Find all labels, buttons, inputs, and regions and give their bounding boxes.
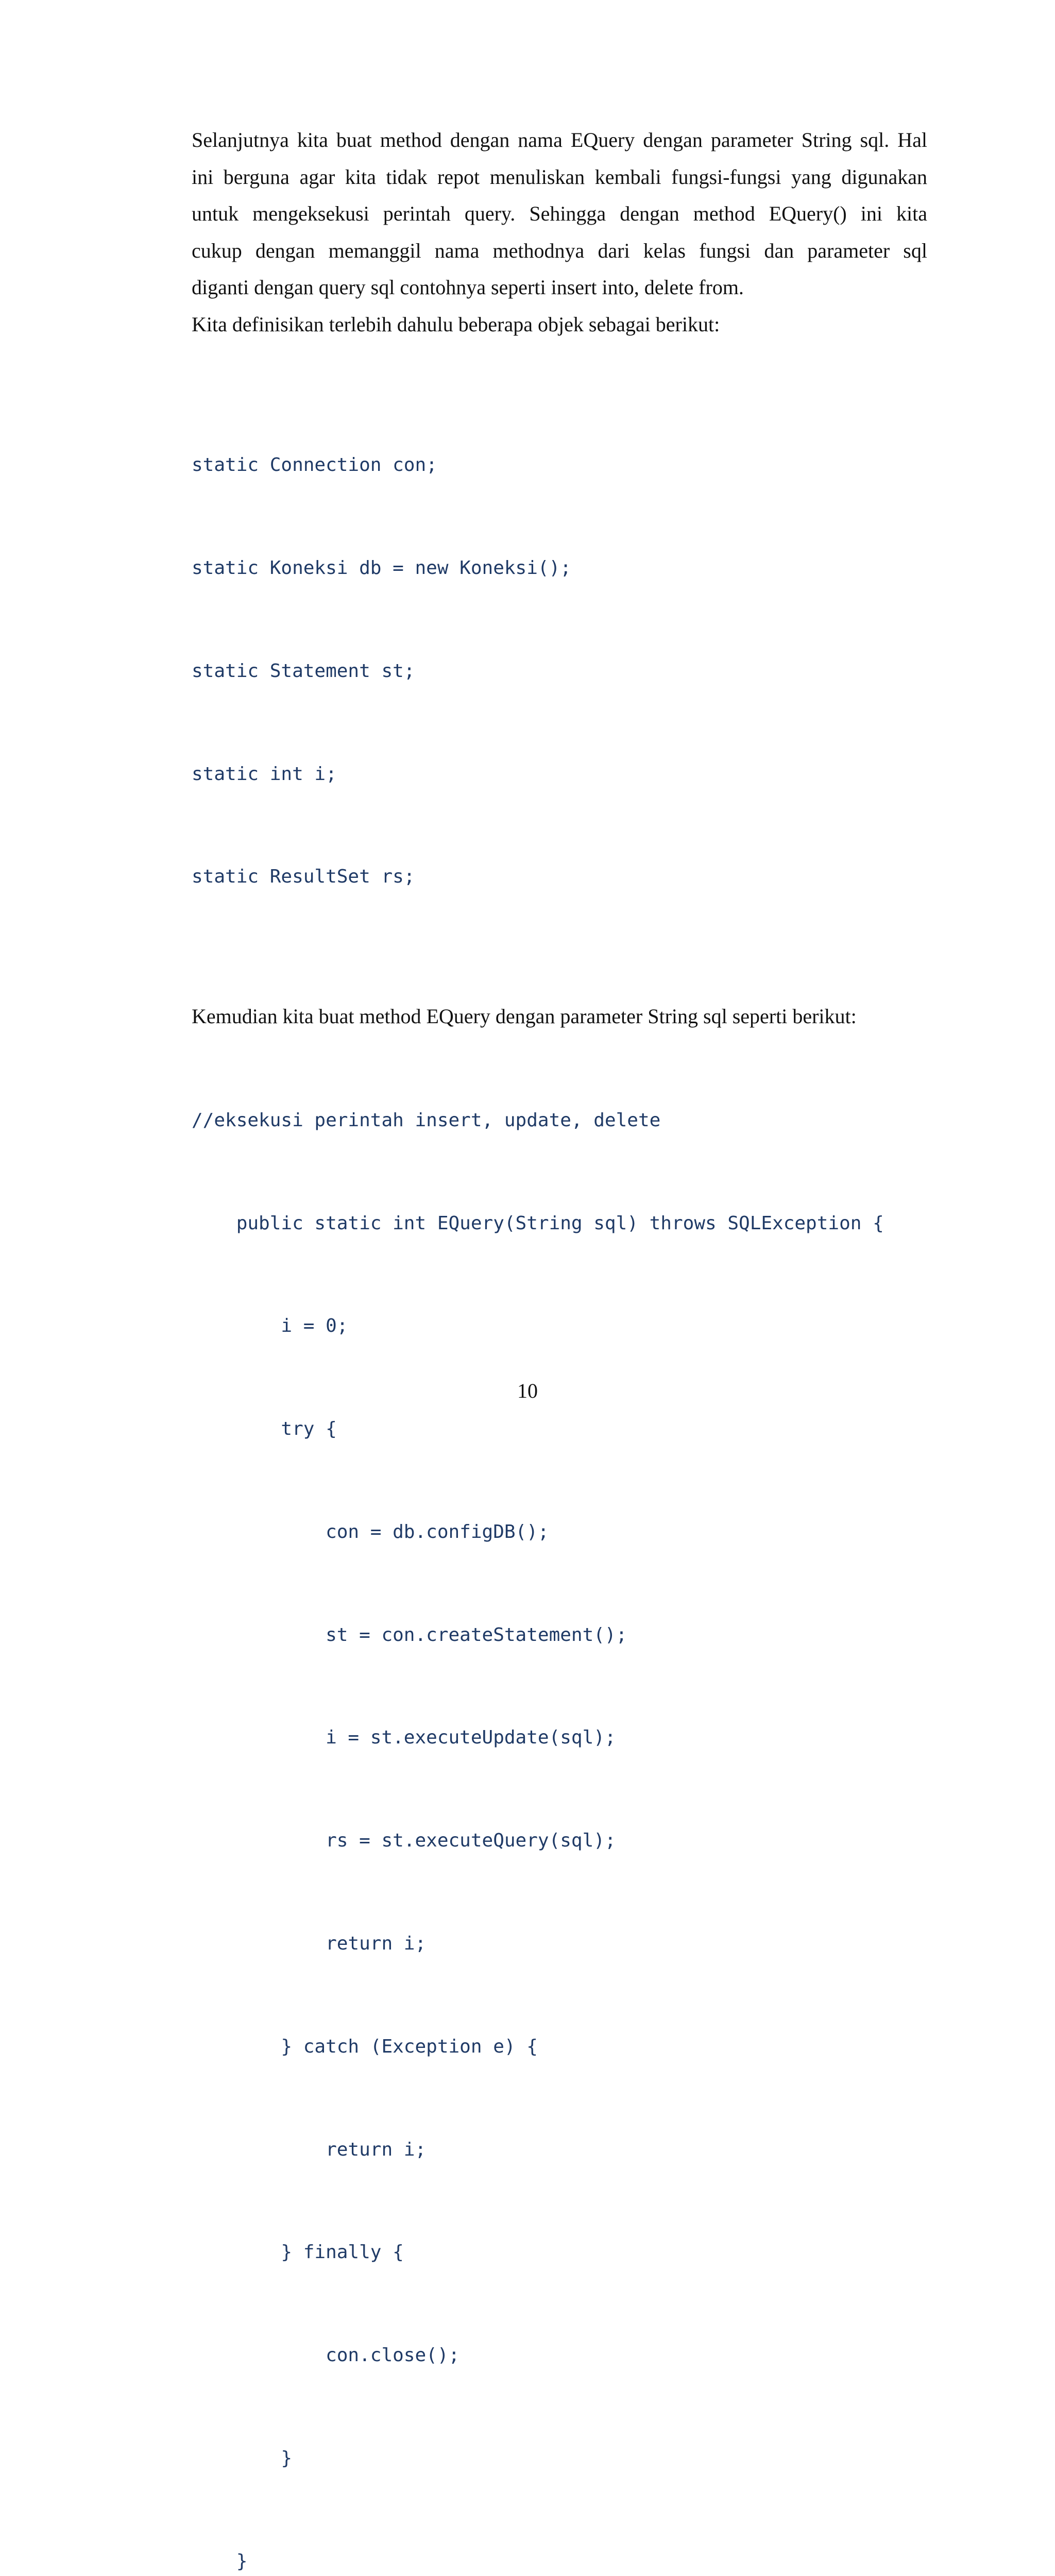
code-line: } catch (Exception e) { — [192, 2036, 538, 2057]
code-line: return i; — [192, 2139, 427, 2160]
code-line: con = db.configDB(); — [192, 1521, 549, 1543]
code-line: i = st.executeUpdate(sql); — [192, 1727, 616, 1749]
intro-line: ini berguna agar kita tidak repot menuliskan kembali fungsi-fungsi yang digunakan — [192, 165, 927, 189]
define-objects-line: Kita definisikan terlebih dahulu beberapa objek sebagai berikut: — [192, 312, 720, 336]
code-line: static ResultSet rs; — [192, 866, 415, 888]
code-line: //eksekusi perintah insert, update, delete — [192, 1109, 661, 1131]
intro-line: cukup dengan memanggil nama methodnya dari kelas fungsi dan parameter sql — [192, 239, 927, 262]
declarations-code-block — [192, 380, 927, 963]
code-line: public static int EQuery(String sql) throws SQLException { — [192, 1212, 884, 1234]
code-line: return i; — [192, 1933, 427, 1955]
code-line: static int i; — [192, 763, 337, 785]
code-line: static Statement st; — [192, 660, 415, 682]
code-line: static Koneksi db = new Koneksi(); — [192, 557, 571, 579]
code-line: static Connection con; — [192, 454, 437, 476]
code-line: } — [192, 2550, 248, 2572]
code-line: con.close(); — [192, 2345, 460, 2366]
page-number: 10 — [517, 1379, 538, 1402]
code-line: rs = st.executeQuery(sql); — [192, 1830, 616, 1852]
code-line: try { — [192, 1418, 337, 1440]
method-code-block — [192, 1035, 927, 2576]
intro-line: untuk mengeksekusi perintah query. Sehingga dengan method EQuery() ini kita — [192, 202, 927, 225]
code-line: } finally { — [192, 2242, 404, 2263]
code-line: } — [192, 2447, 293, 2469]
code-line: i = 0; — [192, 1315, 348, 1337]
intro-line: Selanjutnya kita buat method dengan nama EQuery dengan parameter String sql. Hal — [192, 128, 927, 151]
method-intro-line: Kemudian kita buat method EQuery dengan parameter String sql seperti berikut: — [192, 1005, 857, 1028]
code-line: st = con.createStatement(); — [192, 1624, 627, 1646]
page-content — [192, 122, 927, 2576]
intro-paragraph — [192, 122, 927, 306]
intro-line: diganti dengan query sql contohnya seperti insert into, delete from. — [192, 276, 744, 299]
